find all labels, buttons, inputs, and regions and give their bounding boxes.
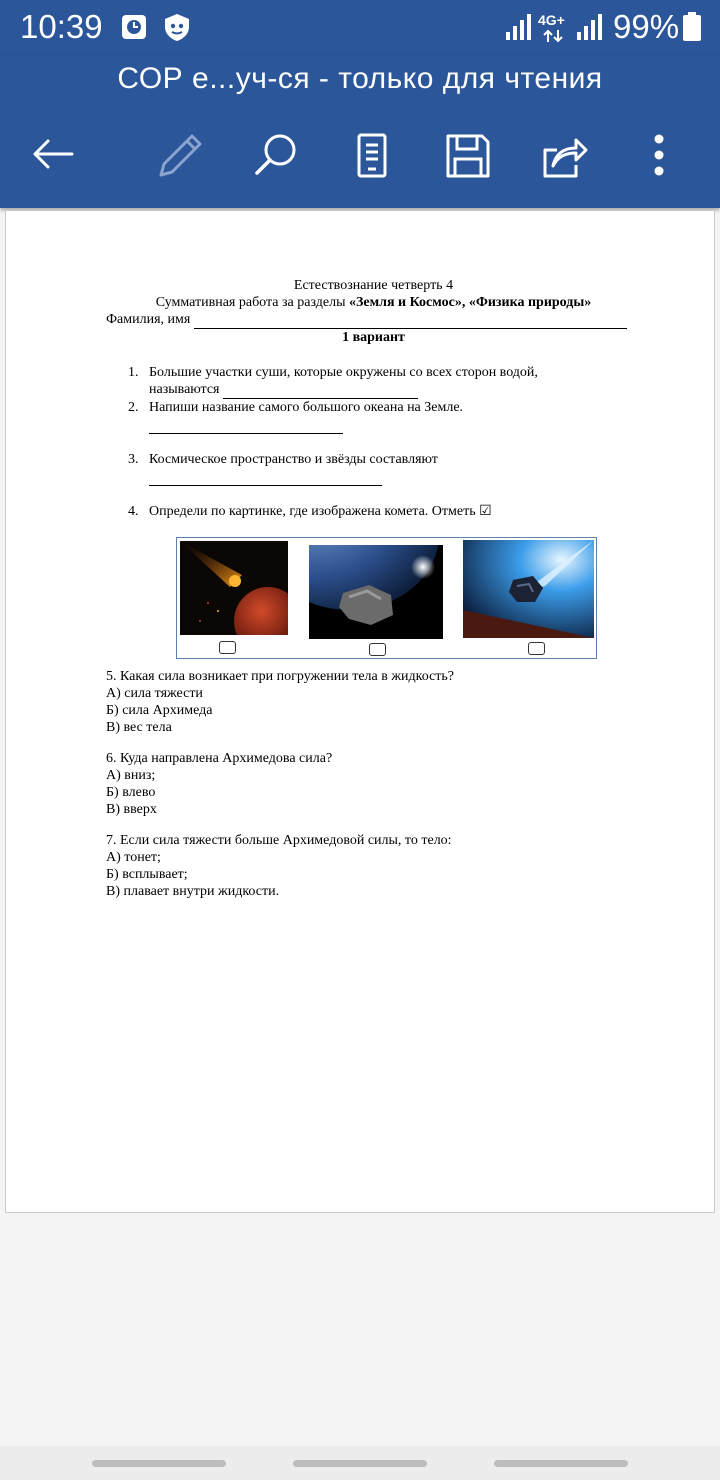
doc-header-prefix: Суммативная работа за разделы [155,295,349,310]
question-number: 2. [128,400,139,415]
clock-notification-icon [121,12,147,42]
search-icon[interactable] [252,132,300,180]
question-4 [106,503,641,520]
answer-option: Б) влево [106,785,156,800]
status-time: 10:39 [20,8,103,45]
question-number: 4. [128,504,139,519]
doc-header-sections [106,294,641,311]
question-text: Определи по картинке, где изображена комета. Отметь ☑ [149,504,492,519]
nav-home-handle[interactable] [293,1460,427,1467]
question-answer-line [149,381,641,399]
shield-notification-icon [162,12,192,42]
answer-option: А) вниз; [106,768,156,783]
document-title: СОР е...уч-ся - только для чтения [117,62,603,95]
save-icon[interactable] [444,132,492,180]
pencil-icon[interactable] [156,132,204,180]
question-number: 3. [128,452,139,467]
variant-title: 1 вариант [342,330,405,345]
question-list [106,364,641,520]
share-icon[interactable] [540,132,588,180]
checkbox-image-1[interactable] [219,641,236,654]
document-page[interactable] [5,210,715,1213]
document-body [106,277,641,900]
name-blank-line [194,311,627,329]
answer-blank-line [149,468,382,486]
name-field [106,311,641,329]
question-5 [106,668,641,736]
network-type: 4G+ [538,12,565,28]
answer-option: А) сила тяжести [106,686,203,701]
comet-image [463,540,594,638]
question-text: 7. Если сила тяжести больше Архимедовой силы, то тело: [106,833,452,848]
answer-option: В) вес тела [106,720,172,735]
comet-images-box [176,537,597,659]
battery-percent: 99% [613,8,680,45]
answer-option: А) тонет; [106,850,161,865]
doc-header-sections-bold: «Земля и Космос», «Физика природы» [348,295,592,310]
data-arrows-icon [543,29,565,43]
battery-icon [682,12,702,42]
question-7 [106,832,641,900]
answer-blank-line [149,416,343,434]
signal-icon [505,12,533,42]
nav-recent-handle[interactable] [92,1460,226,1467]
signal-icon-2 [576,12,604,42]
question-6 [106,750,641,818]
answer-option: Б) сила Архимеда [106,703,213,718]
checkbox-image-3[interactable] [528,642,545,655]
reading-view-icon[interactable] [348,132,396,180]
back-arrow-icon[interactable] [28,132,76,180]
question-number: 1. [128,365,139,380]
question-text: 5. Какая сила возникает при погружении тела в жидкость? [106,669,455,684]
question-text: Напиши название самого большого океана на Земле. [149,400,464,415]
answer-blank-line [223,381,418,399]
system-nav-bar [0,1446,720,1480]
question-3 [106,451,641,486]
doc-header-subject: Естествознание четверть 4 [293,278,454,293]
name-label: Фамилия, имя [106,312,191,327]
answer-option: В) вверх [106,802,157,817]
question-text: Космическое пространство и звёзды составляют [149,452,438,467]
question-text: Большие участки суши, которые окружены со всех сторон водой, [149,365,538,380]
nav-back-handle[interactable] [494,1460,628,1467]
asteroid-earth-image [309,545,443,639]
app-bar [0,56,720,208]
question-1 [106,364,641,399]
answer-option: В) плавает внутри жидкости. [106,884,280,899]
meteor-planet-image [180,541,288,635]
question-text: 6. Куда направлена Архимедова сила? [106,751,333,766]
question-text-cont: называются [149,382,220,397]
status-bar [0,0,720,56]
more-options-icon[interactable] [636,132,684,180]
answer-option: Б) всплывает; [106,867,188,882]
question-2 [106,399,641,434]
checkbox-image-2[interactable] [369,643,386,656]
